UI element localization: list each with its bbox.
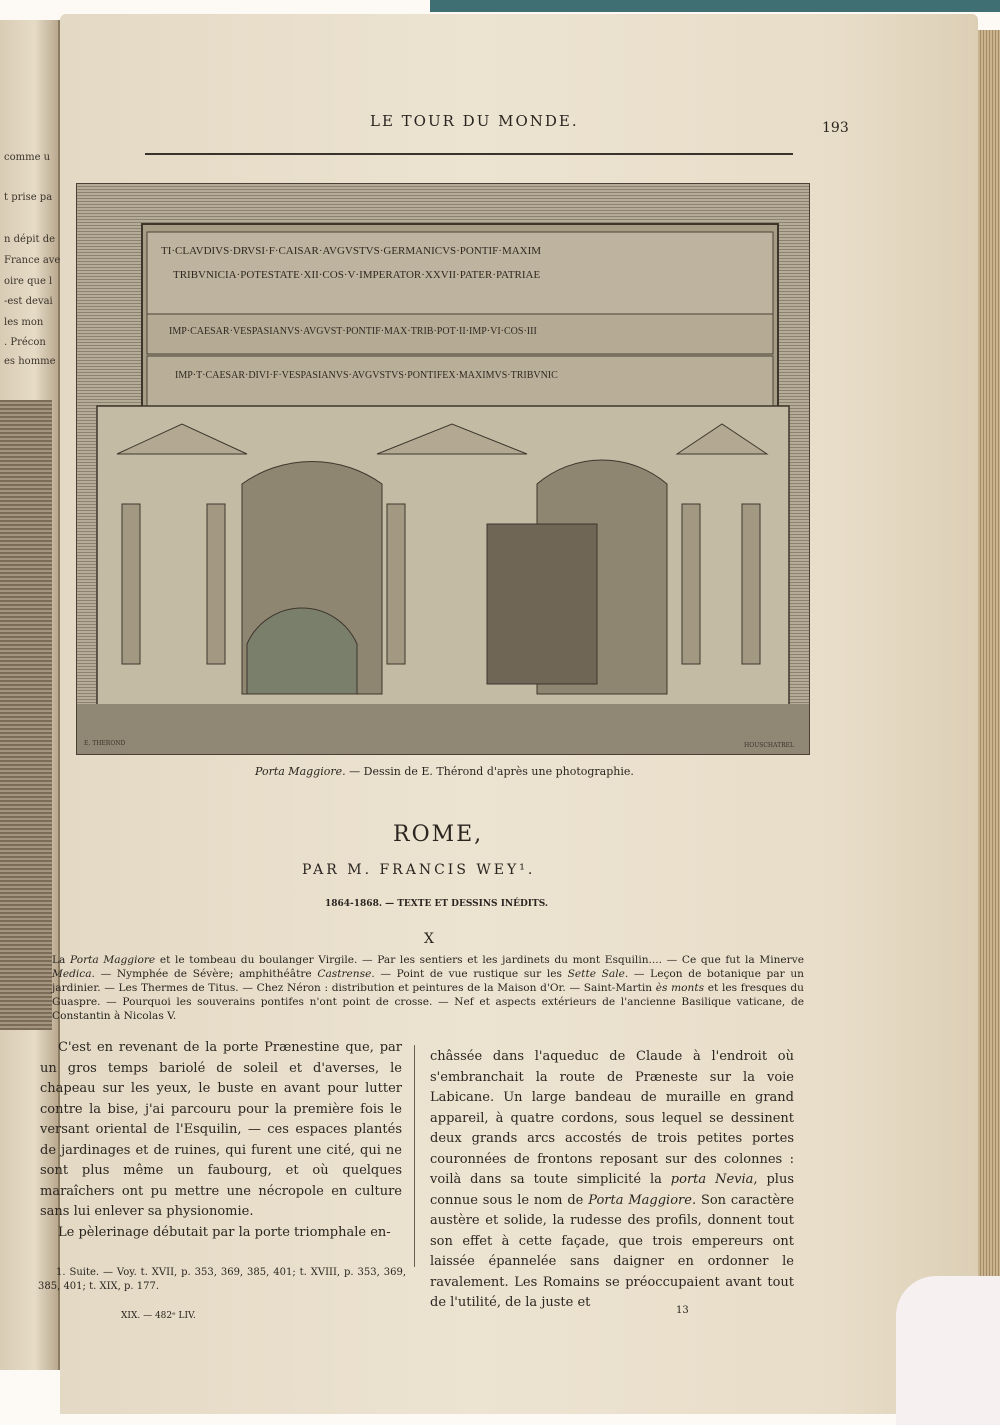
- article-author: PAR M. FRANCIS WEY¹.: [302, 862, 536, 878]
- summary-text: et le tombeau du boulanger Virgile. — Par les sentiers et les jardinets du mont Esquilin.... — Ce que fut la Minerve: [155, 954, 805, 966]
- page-stack-edge: [978, 30, 1000, 1280]
- body-paragraph: [430, 1047, 794, 1314]
- chapter-summary: [52, 953, 804, 1023]
- left-page-fragment: oire que l: [4, 276, 53, 287]
- left-page-fragment: n dépit de: [4, 234, 56, 245]
- body-italic: Porta Maggiore: [588, 1192, 692, 1208]
- scanner-bed-strip: [430, 0, 1000, 12]
- footnote: [38, 1266, 406, 1294]
- left-page-fragment: . Précon: [4, 337, 46, 348]
- left-page-fragment: t prise pa: [4, 192, 53, 203]
- caption-title: Porta Maggiore.: [255, 765, 346, 778]
- inscription-line: TRIBVNICIA·POTESTATE·XII·COS·V·IMPERATOR·XXVII·PATER·PATRIAE: [173, 269, 541, 281]
- summary-italic: Castrense: [317, 968, 372, 980]
- body-column-left: [40, 1038, 402, 1243]
- porta-maggiore-engraving: [76, 183, 810, 755]
- summary-italic: Porta Maggiore: [70, 954, 156, 966]
- summary-text: et les fresques du Guaspre. — Pourquoi les souverains pontifes n'ont point de crosse. — Nef et aspects extérieurs de l'ancienne Basilique vaticane, de Constantin à Nicolas V.: [52, 982, 805, 1022]
- summary-italic: Sette Sale: [567, 968, 625, 980]
- scan-artifact: [896, 1276, 1000, 1425]
- summary-text: La: [52, 954, 70, 966]
- summary-text: . — Leçon de botanique par un jardinier. — Les Thermes de Titus. — Chez Néron : distribution et peintures de la Maison d'Or. — Saint-Martin: [52, 968, 805, 994]
- left-page-fragment: les mon: [4, 317, 44, 328]
- left-page-fragment: -est devai: [4, 296, 53, 307]
- body-paragraph: Le pèlerinage débutait par la porte triomphale en-: [58, 1224, 391, 1240]
- gate-drawing: [77, 184, 809, 754]
- left-page-fragment: comme u: [4, 152, 51, 163]
- left-page-fragment: es homme: [4, 356, 56, 367]
- footnote-text: 1. Suite. — Voy. t. XVII, p. 353, 369, 385, 401; t. XVIII, p. 353, 369, 385, 401; t. XIX, p. 177.: [38, 1267, 406, 1292]
- inscription-line: IMP·CAESAR·VESPASIANVS·AVGVST·PONTIF·MAX·TRIB·POT·II·IMP·VI·COS·III: [169, 326, 537, 337]
- summary-text: . — Point de vue rustique sur les: [371, 968, 568, 980]
- body-column-right: [430, 1047, 794, 1314]
- chapter-number: X: [424, 931, 434, 947]
- header-rule: [145, 153, 793, 155]
- left-page-illustration: [0, 400, 52, 1030]
- article-title: ROME,: [393, 822, 484, 847]
- body-text: châssée dans l'aqueduc de Claude à l'endroit où s'embranchait la route de Præneste sur la voie Labicane. Un large bandeau de muraille en grand appareil, à quatre cordons, sous lequel se dessinent deux grands arcs accostés de trois petites portes couronnées de frontons reposant sur des colonnes : voilà dans sa toute simplicité la: [430, 1049, 794, 1187]
- body-text: . Son caractère austère et solide, la rudesse des profils, donnent tout son effet à cette façade, que trois empereurs ont laissée épannelée sans daigner en ordonner le ravalement. Les Romains se préoccupaient avant tout de l'utilité, de la juste et: [430, 1192, 795, 1310]
- engraver-signature-left: E. THEROND: [84, 740, 126, 747]
- summary-text: . — Nymphée de Sévère; amphithéâtre: [91, 968, 318, 980]
- left-page-fragment: France ave: [4, 255, 61, 266]
- body-text: , plus connue sous le nom de: [430, 1172, 794, 1208]
- signature-mark: 13: [676, 1305, 689, 1316]
- figure-caption: [255, 765, 634, 778]
- body-italic: porta Nevia: [670, 1172, 754, 1187]
- inscription-line: IMP·T·CAESAR·DIVI·F·VESPASIANVS·AVGVSTVS·PONTIFEX·MAXIMVS·TRIBVNIC: [175, 370, 558, 381]
- article-dates: 1864-1868. — TEXTE ET DESSINS INÉDITS.: [325, 899, 549, 909]
- summary-italic: ès monts: [655, 982, 705, 994]
- inscription-line: TI·CLAVDIVS·DRVSI·F·CAISAR·AVGVSTVS·GERMANICVS·PONTIF·MAXIM: [161, 245, 542, 257]
- engraver-signature-right: HOUSCHATREL: [744, 742, 795, 749]
- running-header: LE TOUR DU MONDE.: [370, 112, 579, 130]
- issue-marker: XIX. — 482ᵉ LIV.: [121, 1311, 196, 1321]
- caption-text: — Dessin de E. Thérond d'après une photographie.: [345, 765, 634, 778]
- page-number: 193: [822, 120, 849, 136]
- summary-italic: Medica: [52, 968, 92, 980]
- column-divider: [414, 1045, 415, 1267]
- body-paragraph: C'est en revenant de la porte Prænestine que, par un gros temps bariolé de soleil et d'averses, le chapeau sur les yeux, le buste en avant pour lutter contre la bise, j'ai parcouru pour la première fois le versant oriental de l'Esquilin, — ces espaces plantés de jardinages et de ruines, qui furent une cité, qui ne sont plus même un faubourg, et où quelques maraîchers ont pu mettre une nécropole en culture sans lui enlever sa physionomie.: [40, 1040, 402, 1219]
